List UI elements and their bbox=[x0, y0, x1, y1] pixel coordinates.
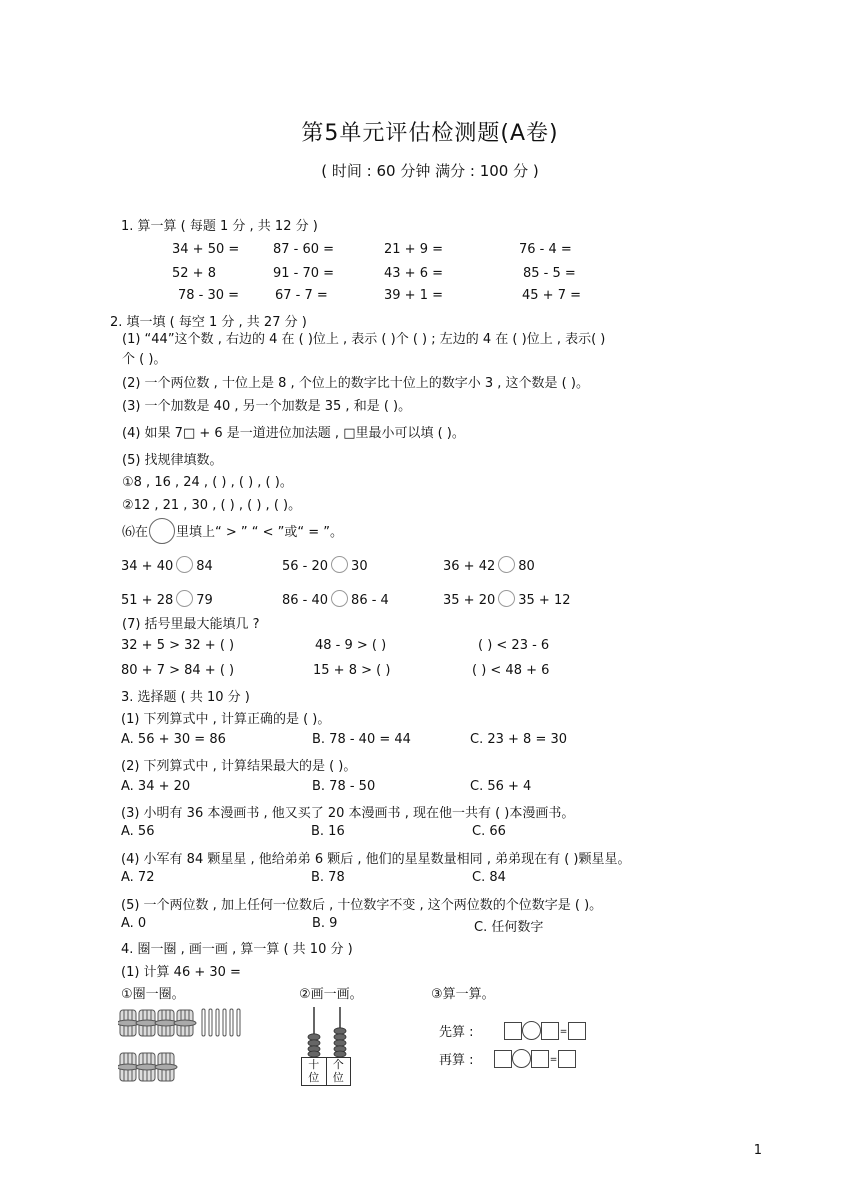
option-a[interactable]: A. 56 bbox=[121, 824, 155, 839]
q2-6 bbox=[122, 518, 343, 544]
tens-place-label: 十 位 bbox=[302, 1058, 327, 1085]
q3-5: (5) 一个两位数 , 加上任何一位数后 , 十位数字不变 , 这个两位数的个位数字是 ( )。 bbox=[121, 898, 603, 913]
label-compute: ③算一算。 bbox=[431, 987, 495, 1002]
q2-3: (3) 一个加数是 40 , 另一个加数是 35 , 和是 ( )。 bbox=[122, 399, 412, 414]
answer-box[interactable] bbox=[541, 1022, 559, 1040]
compare-item: 35 + 20 35 + 12 bbox=[443, 590, 571, 608]
stick-bundle-icon bbox=[174, 1010, 196, 1036]
option-b[interactable]: B. 16 bbox=[311, 824, 345, 839]
answer-box[interactable] bbox=[568, 1022, 586, 1040]
calc-3-1: 78 - 30 = bbox=[178, 288, 240, 303]
compare-item: 56 - 20 30 bbox=[282, 556, 368, 574]
page-title: 第5单元评估检测题(A卷) bbox=[301, 121, 559, 146]
compare-item: 36 + 42 80 bbox=[443, 556, 535, 574]
step-first bbox=[439, 1021, 586, 1040]
calc-3-2: 67 - 7 = bbox=[275, 288, 328, 303]
calc-1-4: 76 - 4 = bbox=[519, 242, 572, 257]
q3-1: (1) 下列算式中 , 计算正确的是 ( )。 bbox=[121, 712, 331, 727]
compare-item: 51 + 28 79 bbox=[121, 590, 213, 608]
q2-6-suffix: 里填上“ > ” “ < ”或“ = ”。 bbox=[176, 525, 344, 540]
compare-circle[interactable] bbox=[498, 590, 515, 607]
option-a[interactable]: A. 0 bbox=[121, 916, 147, 931]
calc-2-3: 43 + 6 = bbox=[384, 266, 443, 281]
answer-box[interactable] bbox=[531, 1050, 549, 1068]
q2-7-item: 48 - 9 > ( ) bbox=[315, 638, 387, 653]
calc-2-4: 85 - 5 = bbox=[523, 266, 576, 281]
compare-circle[interactable] bbox=[176, 590, 193, 607]
operator-circle[interactable] bbox=[512, 1049, 531, 1068]
option-c[interactable]: C. 84 bbox=[472, 870, 506, 885]
q2-4: (4) 如果 7□ + 6 是一道进位加法题 , □里最小可以填 ( )。 bbox=[122, 426, 465, 441]
q2-5: (5) 找规律填数。 bbox=[122, 453, 223, 468]
q2-7-item: ( ) < 23 - 6 bbox=[478, 638, 550, 653]
q4-1: (1) 计算 46 + 30 = bbox=[121, 965, 241, 980]
q3-2: (2) 下列算式中 , 计算结果最大的是 ( )。 bbox=[121, 759, 357, 774]
calc-1-3: 21 + 9 = bbox=[384, 242, 443, 257]
q2-7: (7) 括号里最大能填几 ? bbox=[122, 617, 260, 632]
q2-6-prefix: ⑹在 bbox=[122, 525, 149, 540]
label-draw: ②画一画。 bbox=[299, 987, 363, 1002]
label-circle: ①圈一圈。 bbox=[121, 987, 185, 1002]
option-a[interactable]: A. 56 + 30 = 86 bbox=[121, 732, 226, 747]
stick-bundle-icon bbox=[155, 1053, 177, 1081]
abacus-base bbox=[301, 1057, 351, 1086]
option-c[interactable]: C. 23 + 8 = 30 bbox=[470, 732, 568, 747]
q2-1-line2: 个 ( )。 bbox=[122, 352, 167, 367]
answer-box[interactable] bbox=[494, 1050, 512, 1068]
answer-box[interactable] bbox=[558, 1050, 576, 1068]
equals-sign: = bbox=[559, 1027, 568, 1037]
compare-item: 86 - 40 86 - 4 bbox=[282, 590, 389, 608]
step-first-label: 先算 : bbox=[439, 1025, 474, 1040]
compare-circle[interactable] bbox=[331, 590, 348, 607]
section-3-heading: 3. 选择题 ( 共 10 分 ) bbox=[121, 690, 250, 705]
abacus-rods-icon bbox=[299, 1005, 353, 1057]
option-a[interactable]: A. 72 bbox=[121, 870, 155, 885]
step-second-label: 再算 : bbox=[439, 1053, 474, 1068]
page-number: 1 bbox=[753, 1143, 762, 1158]
q3-4: (4) 小军有 84 颗星星 , 他给弟弟 6 颗后 , 他们的星星数量相同 , 弟弟现在有 ( )颗星星。 bbox=[121, 852, 631, 867]
circle-blank-icon bbox=[149, 518, 175, 544]
q2-1-line1: (1) “44”这个数 , 右边的 4 在 ( )位上 , 表示 ( )个 ( ) ; 左边的 4 在 ( )位上 , 表示( ) bbox=[122, 332, 606, 347]
option-b[interactable]: B. 78 - 40 = 44 bbox=[312, 732, 411, 747]
q2-2: (2) 一个两位数 , 十位上是 8 , 个位上的数字比十位上的数字小 3 , 这个数是 ( )。 bbox=[122, 376, 589, 391]
option-b[interactable]: B. 9 bbox=[312, 916, 338, 931]
option-a[interactable]: A. 34 + 20 bbox=[121, 779, 191, 794]
calc-2-2: 91 - 70 = bbox=[273, 266, 335, 281]
calc-3-4: 45 + 7 = bbox=[522, 288, 581, 303]
q2-7-item: 32 + 5 > 32 + ( ) bbox=[121, 638, 235, 653]
calc-1-1: 34 + 50 = bbox=[172, 242, 240, 257]
q2-7-item: 15 + 8 > ( ) bbox=[313, 663, 391, 678]
answer-box[interactable] bbox=[504, 1022, 522, 1040]
operator-circle[interactable] bbox=[522, 1021, 541, 1040]
option-c[interactable]: C. 66 bbox=[472, 824, 506, 839]
equals-sign: = bbox=[549, 1055, 558, 1065]
page-subtitle: ( 时间 : 60 分钟 满分 : 100 分 ) bbox=[321, 162, 539, 180]
calc-1-2: 87 - 60 = bbox=[273, 242, 335, 257]
section-4-heading: 4. 圈一圈 , 画一画 , 算一算 ( 共 10 分 ) bbox=[121, 942, 353, 957]
q2-7-item: 80 + 7 > 84 + ( ) bbox=[121, 663, 235, 678]
section-2-heading: 2. 填一填 ( 每空 1 分 , 共 27 分 ) bbox=[110, 315, 307, 330]
compare-circle[interactable] bbox=[176, 556, 193, 573]
option-b[interactable]: B. 78 - 50 bbox=[312, 779, 376, 794]
q3-3: (3) 小明有 36 本漫画书 , 他又买了 20 本漫画书 , 现在他一共有 ( )本漫画书。 bbox=[121, 806, 575, 821]
option-c[interactable]: C. 56 + 4 bbox=[470, 779, 532, 794]
compare-circle[interactable] bbox=[331, 556, 348, 573]
compare-item: 34 + 40 84 bbox=[121, 556, 213, 574]
stick-bundles-image bbox=[118, 1005, 246, 1087]
option-b[interactable]: B. 78 bbox=[311, 870, 345, 885]
compare-circle[interactable] bbox=[498, 556, 515, 573]
section-1-heading: 1. 算一算 ( 每题 1 分 , 共 12 分 ) bbox=[121, 219, 318, 234]
calc-3-3: 39 + 1 = bbox=[384, 288, 443, 303]
step-second bbox=[439, 1049, 576, 1068]
calc-2-1: 52 + 8 bbox=[172, 266, 216, 281]
option-c[interactable]: C. 任何数字 bbox=[474, 920, 544, 935]
q2-7-item: ( ) < 48 + 6 bbox=[472, 663, 550, 678]
abacus-image bbox=[299, 1005, 353, 1087]
ones-place-label: 个 位 bbox=[332, 1058, 344, 1084]
q2-5-series-1: ①8 , 16 , 24 , ( ) , ( ) , ( )。 bbox=[122, 475, 293, 490]
q2-5-series-2: ②12 , 21 , 30 , ( ) , ( ) , ( )。 bbox=[122, 498, 302, 513]
